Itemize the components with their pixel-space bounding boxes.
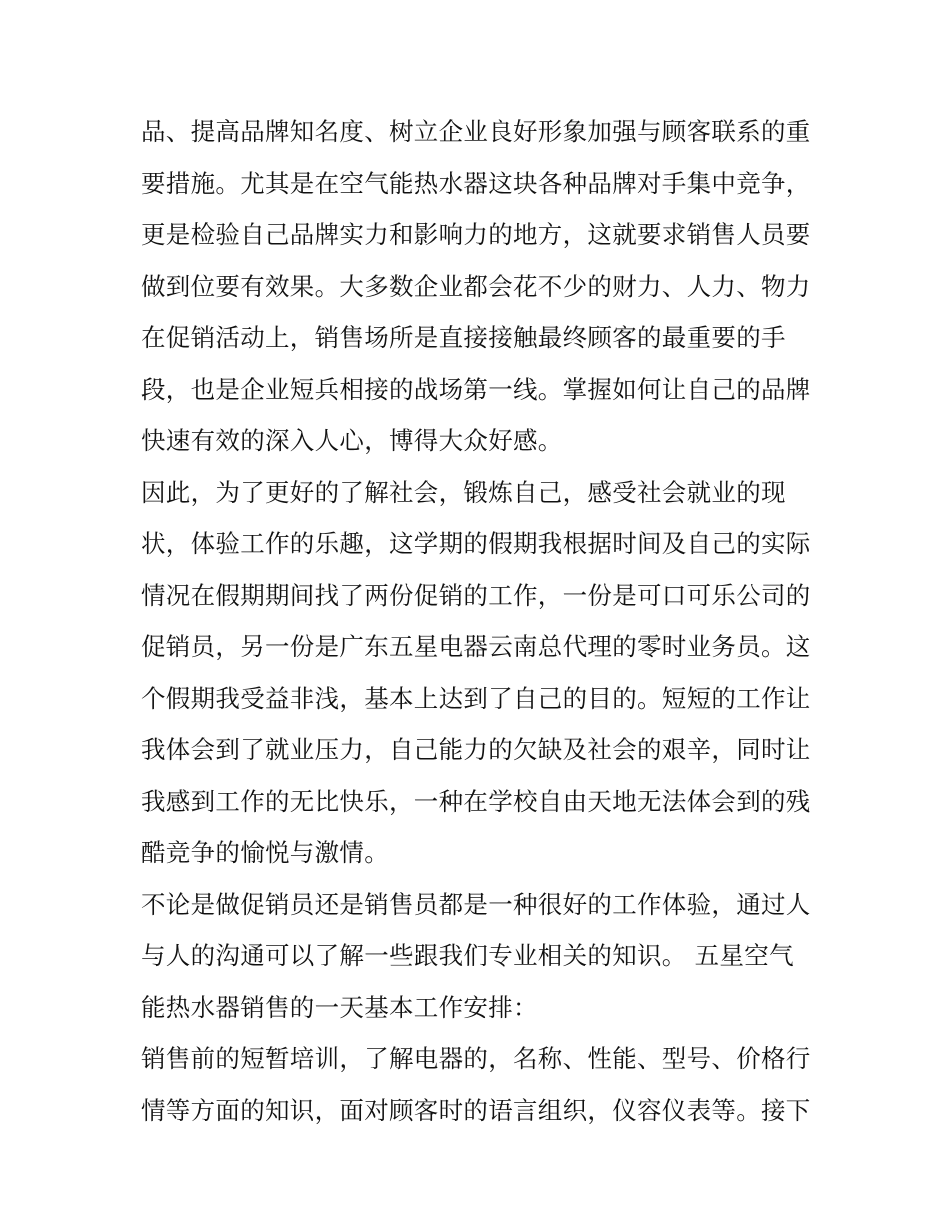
text-line: 在促销活动上，销售场所是直接接触最终顾客的最重要的手: [141, 323, 786, 352]
text-line: 酷竞争的愉悦与激情。: [141, 838, 389, 867]
text-line: 更是检验自己品牌实力和影响力的地方，这就要求销售人员要: [141, 220, 811, 249]
text-line: 情况在假期期间找了两份促销的工作，一份是可口可乐公司的: [141, 580, 811, 610]
text-line: 促销员，另一份是广东五星电器云南总代理的零时业务员。这: [141, 632, 811, 661]
text-line: 我感到工作的无比快乐，一种在学校自由天地无法体会到的残: [141, 786, 811, 816]
text-line: 要措施。尤其是在空气能热水器这块各种品牌对手集中竞争，: [141, 168, 811, 198]
text-line: 因此，为了更好的了解社会，锻炼自己，感受社会就业的现: [141, 477, 786, 507]
text-line: 能热水器销售的一天基本工作安排：: [141, 992, 538, 1022]
text-line: 段，也是企业短兵相接的战场第一线。掌握如何让自己的品牌: [141, 374, 811, 404]
text-line: 状，体验工作的乐趣，这学期的假期我根据时间及自己的实际: [141, 529, 811, 558]
text-line: 做到位要有效果。大多数企业都会花不少的财力、人力、物力: [141, 271, 811, 301]
text-line: 个假期我受益非浅，基本上达到了自己的目的。短短的工作让: [141, 683, 811, 713]
text-line: 与人的沟通可以了解一些跟我们专业相关的知识。 五星空气: [141, 941, 794, 970]
text-line: 销售前的短暂培训，了解电器的，名称、性能、型号、价格行: [141, 1044, 811, 1073]
document-body: [141, 106, 821, 1136]
text-line: 不论是做促销员还是销售员都是一种很好的工作体验，通过人: [141, 889, 811, 919]
text-line: 我体会到了就业压力，自己能力的欠缺及社会的艰辛，同时让: [141, 735, 811, 764]
text-line: 情等方面的知识，面对顾客时的语言组织，仪容仪表等。接下: [141, 1095, 811, 1125]
text-line: 品、提高品牌知名度、树立企业良好形象加强与顾客联系的重: [141, 117, 811, 146]
text-line: 快速有效的深入人心，博得大众好感。: [141, 426, 563, 455]
